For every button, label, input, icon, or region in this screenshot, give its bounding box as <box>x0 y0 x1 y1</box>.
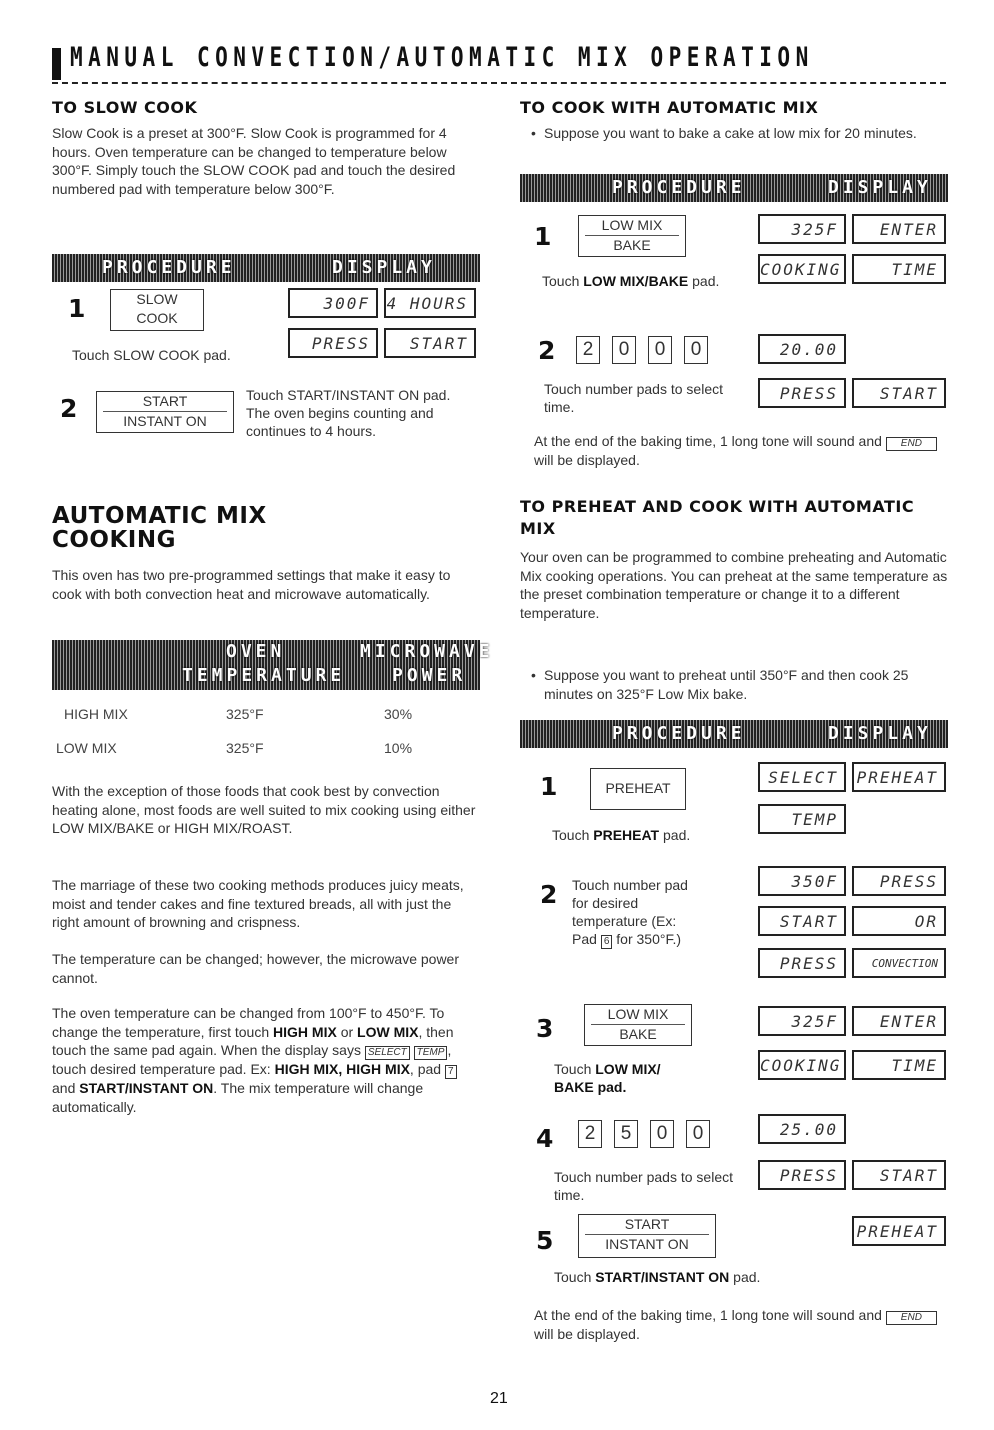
text: pad. <box>692 273 720 289</box>
preheat-intro: Your oven can be programmed to combine preheating and Automatic Mix cooking operations. You can preheat at the same temperature as the preset combination temperature or change it to a different temperature. <box>520 549 948 621</box>
display-panel: START <box>852 378 946 408</box>
text: LOW MIX/BAKE <box>583 273 689 289</box>
step-number: 4 <box>536 1124 554 1153</box>
text: Touch <box>554 1269 592 1285</box>
text: and <box>52 1080 76 1096</box>
mix-name: HIGH MIX <box>64 706 128 722</box>
cook-auto-end-note <box>534 432 948 469</box>
mix-temp: 325°F <box>226 706 264 722</box>
slow-cook-step1-caption: Touch SLOW COOK pad. <box>72 347 231 363</box>
display-panel: ENTER <box>852 214 946 244</box>
preheat-heading: TO PREHEAT AND COOK WITH AUTOMATIC MIX <box>520 497 915 538</box>
pad-label: LOW MIX <box>607 1006 669 1022</box>
step-number: 1 <box>540 772 558 801</box>
preheat-step2-caption <box>572 876 702 949</box>
display-panel: OR <box>852 906 946 936</box>
preheat-end-note <box>534 1306 948 1343</box>
number-pad[interactable]: 0 <box>684 336 708 364</box>
text: for 350°F.) <box>616 931 682 947</box>
display-panel: 4 HOURS <box>384 288 476 318</box>
auto-mix-intro: This oven has two pre-programmed settings that make it easy to cook with both convection heat and microwave automatically. <box>52 567 451 602</box>
number-pad[interactable]: 0 <box>612 336 636 364</box>
cook-auto-heading: TO COOK WITH AUTOMATIC MIX <box>520 98 819 117</box>
step-number: 3 <box>536 1014 554 1043</box>
text: Suppose you want to bake a cake at low mix for 20 minutes. <box>544 125 917 141</box>
header-bar <box>52 48 61 80</box>
display-panel: PRESS <box>288 328 378 358</box>
text: At the end of the baking time, 1 long tone will sound <box>534 433 855 449</box>
mix-temp: 325°F <box>226 740 264 756</box>
display-panel: PREHEAT <box>852 762 946 792</box>
text: pad. <box>597 1079 627 1095</box>
auto-mix-table-header <box>52 640 494 690</box>
slow-cook-step2-caption: Touch START/INSTANT ON pad. The oven begins counting and continues to 4 hours. <box>246 387 451 439</box>
display-panel: PRESS <box>758 378 846 408</box>
display-panel: SELECT <box>758 762 846 792</box>
text: Suppose you want to preheat until 350°F and then cook 25 minutes on 325°F Low Mix bake. <box>544 667 909 702</box>
pad-label: START <box>142 393 188 409</box>
banner-procedure: PROCEDURE <box>102 257 236 278</box>
text: PREHEAT <box>593 827 660 843</box>
display-panel: TIME <box>852 254 946 284</box>
number-pad[interactable]: 5 <box>614 1120 638 1148</box>
text: At the end of the baking time, 1 long tone will sound <box>534 1307 855 1323</box>
text: , pad <box>409 1061 442 1077</box>
display-panel: PRESS <box>758 1160 846 1190</box>
table-header: TEMPERATURE <box>182 665 346 686</box>
pad-label: BAKE <box>613 237 651 253</box>
display-panel: TEMP <box>758 804 846 834</box>
inline-pad: 7 <box>445 1065 457 1079</box>
number-pad[interactable]: 0 <box>648 336 672 364</box>
text: HIGH MIX, <box>274 1061 343 1077</box>
text: HIGH MIX <box>346 1061 410 1077</box>
text: LOW MIX <box>357 1023 419 1040</box>
pad-label: LOW MIX <box>601 217 663 233</box>
inline-display: SELECT <box>365 1046 410 1060</box>
text: and <box>858 1307 882 1323</box>
page-title: MANUAL CONVECTION/AUTOMATIC MIX OPERATION <box>70 42 814 73</box>
mix-power: 10% <box>384 740 413 756</box>
banner-procedure: PROCEDURE <box>612 177 746 198</box>
inline-display: TEMP <box>414 1046 448 1060</box>
inline-display: END <box>886 1311 937 1325</box>
pad-label: INSTANT ON <box>605 1236 689 1252</box>
number-pad[interactable]: 0 <box>650 1120 674 1148</box>
heading-line: AUTOMATIC MIX <box>52 503 267 529</box>
text: will be displayed. <box>534 452 640 468</box>
number-pad[interactable]: 2 <box>578 1120 602 1148</box>
banner-display: DISPLAY <box>332 257 436 278</box>
preheat-step4-caption: Touch number pads to select time. <box>554 1169 733 1203</box>
step-number: 5 <box>536 1226 554 1255</box>
display-panel: PREHEAT <box>852 1216 946 1246</box>
low-mix-bake-pad[interactable] <box>578 215 686 257</box>
preheat-banner <box>520 720 948 748</box>
mix-power: 30% <box>384 706 413 722</box>
text: . The mix temperature will change automatically. <box>52 1080 424 1115</box>
auto-mix-p2: The marriage of these two cooking methods produces juicy meats, moist and tender cakes and fine textured breads, all with just the right amount of browning and crispness. <box>52 877 464 930</box>
step-number: 2 <box>538 336 556 365</box>
text: Touch <box>542 273 580 289</box>
auto-mix-p3: The temperature can be changed; however, the microwave power cannot. <box>52 951 460 986</box>
text: Touch <box>554 1061 592 1077</box>
header-rule <box>52 82 946 84</box>
banner-display: DISPLAY <box>828 723 932 744</box>
auto-mix-p1: With the exception of those foods that cook best by convection heating alone, most foods are well suited to mix cooking using either LOW MIX/BAKE or HIGH MIX/ROAST. <box>52 783 476 836</box>
table-header: OVEN <box>226 641 286 662</box>
pad-label: COOK <box>136 310 178 326</box>
table-header: POWER <box>392 665 467 686</box>
table-header: MICROWAVE <box>360 641 494 662</box>
inline-pad: 6 <box>601 935 613 949</box>
inline-display: END <box>886 437 937 451</box>
pad-label: SLOW <box>136 291 178 307</box>
slow-cook-heading: TO SLOW COOK <box>52 98 198 117</box>
display-panel: CONVECTION <box>852 948 946 978</box>
text: , then touch the same pad again. When the display says <box>52 1023 454 1058</box>
display-panel: 325F <box>758 214 846 244</box>
auto-mix-heading <box>52 504 267 552</box>
text: Touch <box>552 827 590 843</box>
mix-name: LOW MIX <box>56 740 117 756</box>
display-panel: PRESS <box>758 948 846 978</box>
start-instant-on-pad[interactable] <box>578 1214 716 1258</box>
text: HIGH MIX <box>273 1023 337 1040</box>
text: , touch desired temperature pad. Ex: <box>52 1042 452 1077</box>
text: Touch number pad for desired temperature (Ex: Pad <box>572 877 688 947</box>
cook-auto-step2-caption: Touch number pads to select time. <box>544 381 723 415</box>
text: LOW MIX/ BAKE <box>554 1061 661 1095</box>
heading-line: COOKING <box>52 527 176 553</box>
preheat-step5-caption <box>554 1268 854 1286</box>
text: pad. <box>663 827 691 843</box>
text: or <box>340 1023 354 1040</box>
text: will be displayed. <box>534 1326 640 1342</box>
page-header <box>52 40 946 86</box>
slow-cook-body: Slow Cook is a preset at 300°F. Slow Cook is programmed for 4 hours. Oven temperature can be changed to temperature below 300°F. Simply touch the SLOW COOK pad and touch the desired numbered pad with temperature below 300°F. <box>52 125 456 197</box>
pad-label: INSTANT ON <box>123 413 207 429</box>
pad-label: BAKE <box>619 1026 657 1042</box>
pad-label: START <box>624 1216 670 1232</box>
auto-mix-p4 <box>52 1004 480 1116</box>
preheat-bullet: • Suppose you want to preheat until 350°F and then cook 25 minutes on 325°F Low Mix bake. <box>531 667 909 702</box>
display-panel: 350F <box>758 866 846 896</box>
text: pad. <box>733 1269 761 1285</box>
number-pad[interactable]: 0 <box>686 1120 710 1148</box>
step-number: 1 <box>68 294 86 323</box>
step-number: 2 <box>60 394 78 423</box>
display-panel: PRESS <box>852 866 946 896</box>
text: START/INSTANT ON <box>595 1269 730 1285</box>
display-panel: ENTER <box>852 1006 946 1036</box>
number-pad[interactable]: 2 <box>576 336 600 364</box>
start-instant-on-pad[interactable] <box>96 391 234 433</box>
display-panel: 20.00 <box>758 334 846 364</box>
step-number: 2 <box>540 880 558 909</box>
display-panel: 300F <box>288 288 378 318</box>
cook-auto-bullet: • Suppose you want to bake a cake at low mix for 20 minutes. <box>531 125 917 141</box>
preheat-step3-caption <box>554 1060 694 1096</box>
display-panel: START <box>384 328 476 358</box>
display-panel: START <box>758 906 846 936</box>
text: The oven temperature can be changed from 100°F to 450°F. To change the temperature, first touch <box>52 1005 445 1040</box>
cook-auto-banner <box>520 174 948 202</box>
banner-procedure: PROCEDURE <box>612 723 746 744</box>
low-mix-bake-pad[interactable] <box>584 1004 692 1046</box>
preheat-pad[interactable]: PREHEAT <box>590 768 686 810</box>
display-panel: 325F <box>758 1006 846 1036</box>
text: and <box>858 433 882 449</box>
step-number: 1 <box>534 222 552 251</box>
page-number: 21 <box>490 1390 508 1407</box>
display-panel: 25.00 <box>758 1114 846 1144</box>
display-panel: COOKING <box>758 254 846 284</box>
preheat-step1-caption <box>552 826 752 844</box>
display-panel: TIME <box>852 1050 946 1080</box>
display-panel: COOKING <box>758 1050 846 1080</box>
slow-cook-banner <box>52 254 480 282</box>
text: START/INSTANT ON <box>79 1080 214 1096</box>
display-panel: START <box>852 1160 946 1190</box>
cook-auto-step1-caption <box>542 272 742 290</box>
slow-cook-pad[interactable] <box>110 289 204 331</box>
banner-display: DISPLAY <box>828 177 932 198</box>
